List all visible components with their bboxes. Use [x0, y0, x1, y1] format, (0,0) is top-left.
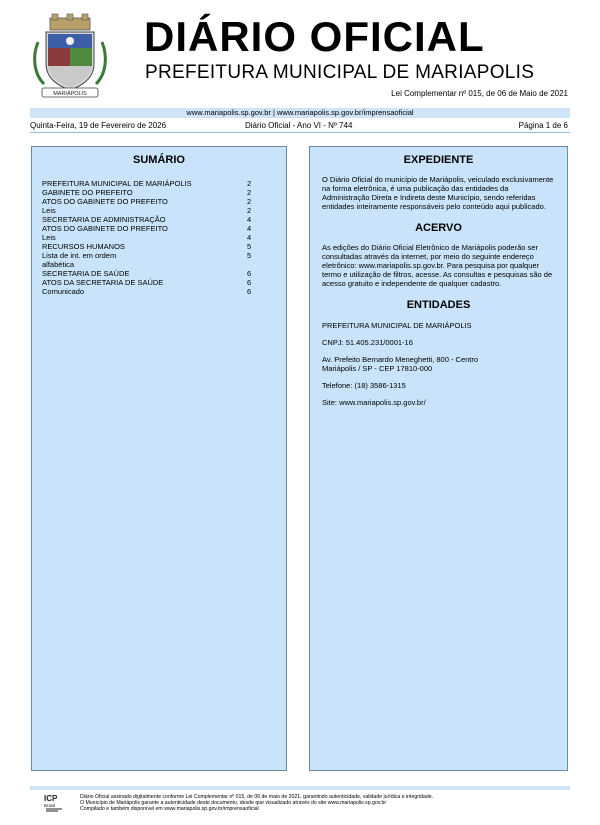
edition-number: Diário Oficial - Ano VI - Nº 744: [245, 121, 353, 130]
entity-phone: Telefone: (18) 3586-1315: [322, 381, 406, 390]
summary-item[interactable]: SECRETARIA DE ADMINISTRAÇÃO 4: [42, 215, 252, 224]
page-subtitle: PREFEITURA MUNICIPAL DE MARIAPOLIS: [145, 62, 535, 83]
summary-item[interactable]: Comunicado 6: [42, 287, 252, 296]
entity-address-line1: Av. Prefeito Bernardo Meneghetti, 800 - Centro: [322, 355, 479, 364]
summary-item[interactable]: ATOS DO GABINETE DO PREFEITO 2: [42, 197, 252, 206]
edition-info-bar: [30, 120, 570, 133]
page-title: DIÁRIO OFICIAL: [144, 13, 485, 60]
entidades-heading: ENTIDADES: [406, 299, 471, 311]
summary-item[interactable]: Leis 4: [42, 233, 252, 242]
acervo-heading: ACERVO: [415, 222, 462, 234]
summary-item[interactable]: SECRETARIA DE SAÚDE 6: [42, 269, 252, 278]
municipal-crest-icon: [30, 12, 110, 100]
summary-item[interactable]: PREFEITURA MUNICIPAL DE MARIÁPOLIS 2: [42, 179, 252, 188]
summary-item[interactable]: Leis 2: [42, 206, 252, 215]
footer-line-2: O Município de Mariápolis garante a autenticidade deste documento, desde que visualizado através do site www.mariapolis.sp.gov.br: [80, 800, 387, 806]
crest-banner-text: MARIÁPOLIS: [53, 91, 87, 97]
law-note: Lei Complementar nº 015, de 06 de Maio de 2021: [391, 89, 568, 98]
summary-item[interactable]: RECURSOS HUMANOS 5: [42, 242, 252, 251]
footer-line-3: Compilado e também disponível em www.mariapolis.sp.gov.br/imprensaoficial: [80, 806, 259, 812]
footer-divider: [30, 786, 570, 790]
page-indicator: Página 1 de 6: [518, 121, 568, 130]
summary-item[interactable]: GABINETE DO PREFEITO 2: [42, 188, 252, 197]
entity-cnpj: CNPJ: 51.405.231/0001-16: [322, 338, 413, 347]
expediente-text: O Diário Oficial do município de Mariápolis, veiculado exclusivamente na forma eletrônica, é uma publicação das entidades da Administração Direta e Indireta deste Município, sendo referidas entidades inteiramente responsáveis pelo conteúdo aqui publicado.: [322, 175, 554, 211]
footer-text: [80, 794, 433, 812]
entity-name: PREFEITURA MUNICIPAL DE MARIÁPOLIS: [322, 321, 472, 330]
entity-site[interactable]: Site: www.mariapolis.sp.gov.br/: [322, 398, 426, 407]
icp-brasil-logo-icon: [44, 793, 66, 813]
summary-list: [42, 179, 267, 296]
edition-date: Quinta-Feira, 19 de Fevereiro de 2026: [30, 121, 167, 130]
svg-text:Brasil: Brasil: [44, 803, 56, 808]
summary-panel: [31, 146, 287, 771]
acervo-text: As edições do Diário Oficial Eletrônico de Mariápolis poderão ser consultadas através da internet, por meio do seguinte endereço eletrônico: www.mariapolis.sp.gov.br. Para pesquisa por qualquer termo e utilização de filtros, acesse. As consultas e pesquisas são de acesso gratuito e independente de qualquer cadastro.: [322, 243, 553, 288]
expediente-heading: EXPEDIENTE: [403, 154, 474, 166]
entity-address-line2: Mariápolis / SP - CEP 17810-000: [322, 364, 433, 373]
summary-heading: SUMÁRIO: [133, 154, 185, 166]
summary-item[interactable]: ATOS DA SECRETARIA DE SAÚDE 6: [42, 278, 252, 287]
url-bar[interactable]: www.mariapolis.sp.gov.br | www.mariapolis.sp.gov.br/imprensaoficial: [30, 108, 570, 118]
footer-line-1: Diário Oficial assinado digitalmente conforme Lei Complementar nº 015, de 06 de maio de 2021, garantindo autenticidade, validade jurídica e integridade.: [80, 794, 434, 800]
summary-item[interactable]: Lista de int. em ordem alfabética 5: [42, 251, 252, 269]
info-panel: [309, 146, 568, 771]
icp-logo-text: ICP: [44, 794, 58, 803]
summary-item[interactable]: ATOS DO GABINETE DO PREFEITO 4: [42, 224, 252, 233]
